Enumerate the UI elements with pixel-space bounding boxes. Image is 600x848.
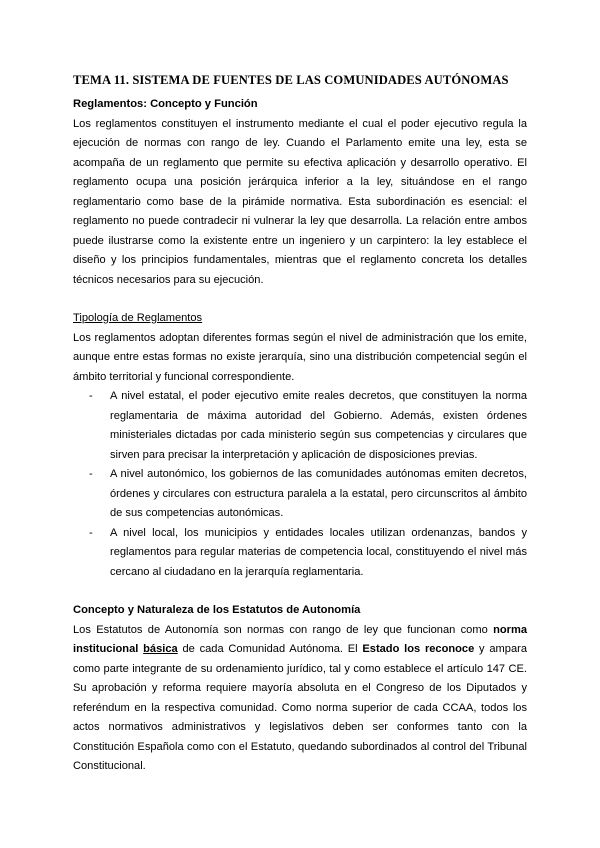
list-item bbox=[73, 465, 527, 524]
text-run: Los Estatutos de Autonomía son normas con rango de ley que funcionan como bbox=[73, 623, 494, 636]
reglamento-levels-list bbox=[73, 387, 527, 582]
bold-text: norma institucional bbox=[73, 623, 527, 655]
section-heading-estatutos: Concepto y Naturaleza de los Estatutos de Autonomía bbox=[73, 604, 361, 616]
bullet-dash: - bbox=[89, 468, 93, 480]
document-content bbox=[73, 70, 527, 777]
document-title: TEMA 11. SISTEMA DE FUENTES DE LAS COMUNIDADES AUTÓNOMAS bbox=[73, 73, 509, 87]
bold-underlined-text: básica bbox=[143, 643, 178, 655]
spacer bbox=[73, 290, 527, 309]
paragraph-reglamentos: Los reglamentos constituyen el instrumento mediante el cual el poder ejecutivo regula la ejecución de normas con rango de ley. Cuando el Parlamento emite una ley, esta se acompaña de un reglamento que permite su efectiva aplicación y desarrollo operativo. El reglamento ocupa una posición jerárquica inferior a la ley, situándose en el rango reglamentario como base de la pirámide normativa. Esta subordinación es esencial: el reglamento no puede contradecir ni vulnerar la ley que desarrolla. La relación entre ambos puede ilustrarse como la existente entre un ingeniero y un carpintero: la ley establece el diseño y los principios fundamentales, mientras que el reglamento concreta los detalles técnicos necesarios para su ejecución. bbox=[73, 117, 527, 286]
bold-text: Estado los reconoce bbox=[362, 643, 475, 655]
bullet-dash: - bbox=[89, 390, 93, 402]
text-run: de cada Comunidad Autónoma. El bbox=[177, 643, 363, 655]
bullet-dash: - bbox=[89, 526, 93, 539]
subheading-tipologia: Tipología de Reglamentos bbox=[73, 312, 203, 324]
list-item-text: A nivel local, los municipios y entidades locales utilizan ordenanzas, bandos y reglamentos para regular materias de competencia local, constituyendo el nivel más cercano al ciudadano en la jerarquía reglamentaria. bbox=[110, 526, 527, 578]
text-run: y ampara como parte integrante de su ordenamiento jurídico, tal y como establece el artículo 147 CE. Su aprobación y reforma requiere mayoría absoluta en el Congreso de los Diputados y referéndum en la respectiva comunidad. Como norma superior de cada CCAA, todos los actos normativos administrativos y legislativos deben ser conformes tanto con la Constitución Española como con el Estatuto, quedando subordinados al control del Tribunal Constitucional. bbox=[73, 643, 527, 772]
list-item bbox=[73, 387, 527, 465]
paragraph-tipologia-intro: Los reglamentos adoptan diferentes formas según el nivel de administración que los emite, aunque entre estas formas no existe jerarquía, sino una distribución competencial según el ámbito territorial y funcional correspondiente. bbox=[73, 331, 527, 383]
list-item-text: A nivel autonómico, los gobiernos de las comunidades autónomas emiten decretos, órdenes y circulares con estructura paralela a la estatal, pero circunscritos al ámbito de sus competencias autonómicas. bbox=[110, 468, 527, 519]
list-item bbox=[73, 524, 527, 583]
spacer bbox=[73, 582, 527, 601]
section-heading-reglamentos: Reglamentos: Concepto y Función bbox=[73, 98, 258, 110]
list-item-text: A nivel estatal, el poder ejecutivo emite reales decretos, que constituyen la norma reglamentaria de máxima autoridad del Gobierno. Además, existen órdenes ministeriales dictadas por cada ministerio según sus competencias y circulares que sirven para precisar la interpretación y aplicación de disposiciones previas. bbox=[110, 390, 527, 461]
paragraph-estatutos bbox=[73, 621, 527, 777]
